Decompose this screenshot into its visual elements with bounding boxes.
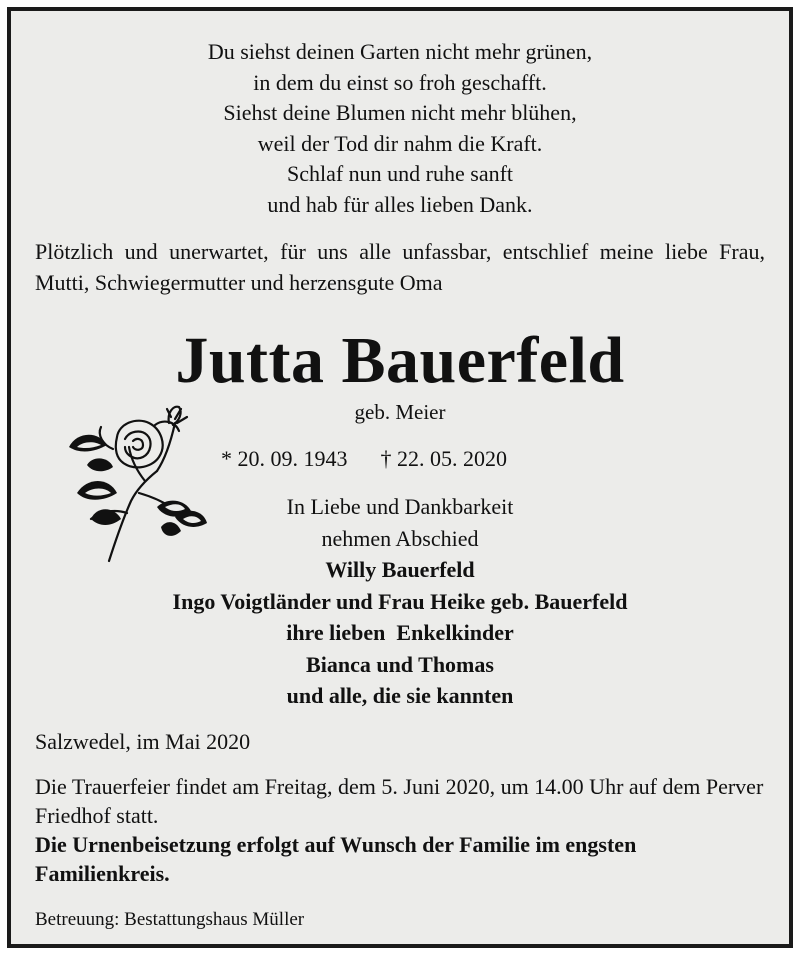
deceased-name: Jutta Bauerfeld [175,324,625,397]
farewell-line: In Liebe und Dankbarkeit [286,494,514,519]
mourner: Bianca und Thomas [306,651,494,677]
funeral-home: Betreuung: Bestattungshaus Müller [35,909,305,930]
poem-line: weil der Tod dir nahm die Kraft. [257,130,543,156]
life-dates [221,445,507,473]
funeral-service-text: Die Trauerfeier findet am Freitag, dem 5. Juni 2020, um 14.00 Uhr auf dem Perver Friedhof statt. [35,774,764,828]
mourner: ihre lieben Enkelkinder [286,620,514,645]
intro-text: Plötzlich und unerwartet, für uns alle unfassbar, entschlief meine liebe Frau, Mutti, Schwiegermutter und herzensgute Oma [35,239,765,295]
place-date: Salzwedel, im Mai 2020 [35,729,251,754]
mourner: Willy Bauerfeld [325,557,475,582]
service-info [35,772,765,888]
poem [11,37,789,220]
death-date: † 22. 05. 2020 [380,446,507,471]
obituary-notice [7,7,793,948]
mourner: und alle, die sie kannten [286,683,514,708]
maiden-name: geb. Meier [354,400,446,424]
poem-line: Schlaf nun und ruhe sanft [286,161,514,186]
poem-line: in dem du einst so froh geschafft. [253,69,547,95]
urn-burial-note: Die Urnenbeisetzung erfolgt auf Wunsch der Familie im engsten Familienkreis. [35,832,637,886]
farewell-block [11,491,789,712]
birth-date: * 20. 09. 1943 [221,446,348,471]
poem-line: und hab für alles lieben Dank. [267,191,533,217]
mourner: Ingo Voigtländer und Frau Heike geb. Bauerfeld [172,588,628,614]
poem-line: Siehst deine Blumen nicht mehr blühen, [223,100,577,125]
farewell-line: nehmen Abschied [321,525,479,551]
poem-line: Du siehst deinen Garten nicht mehr grünen, [207,39,593,64]
